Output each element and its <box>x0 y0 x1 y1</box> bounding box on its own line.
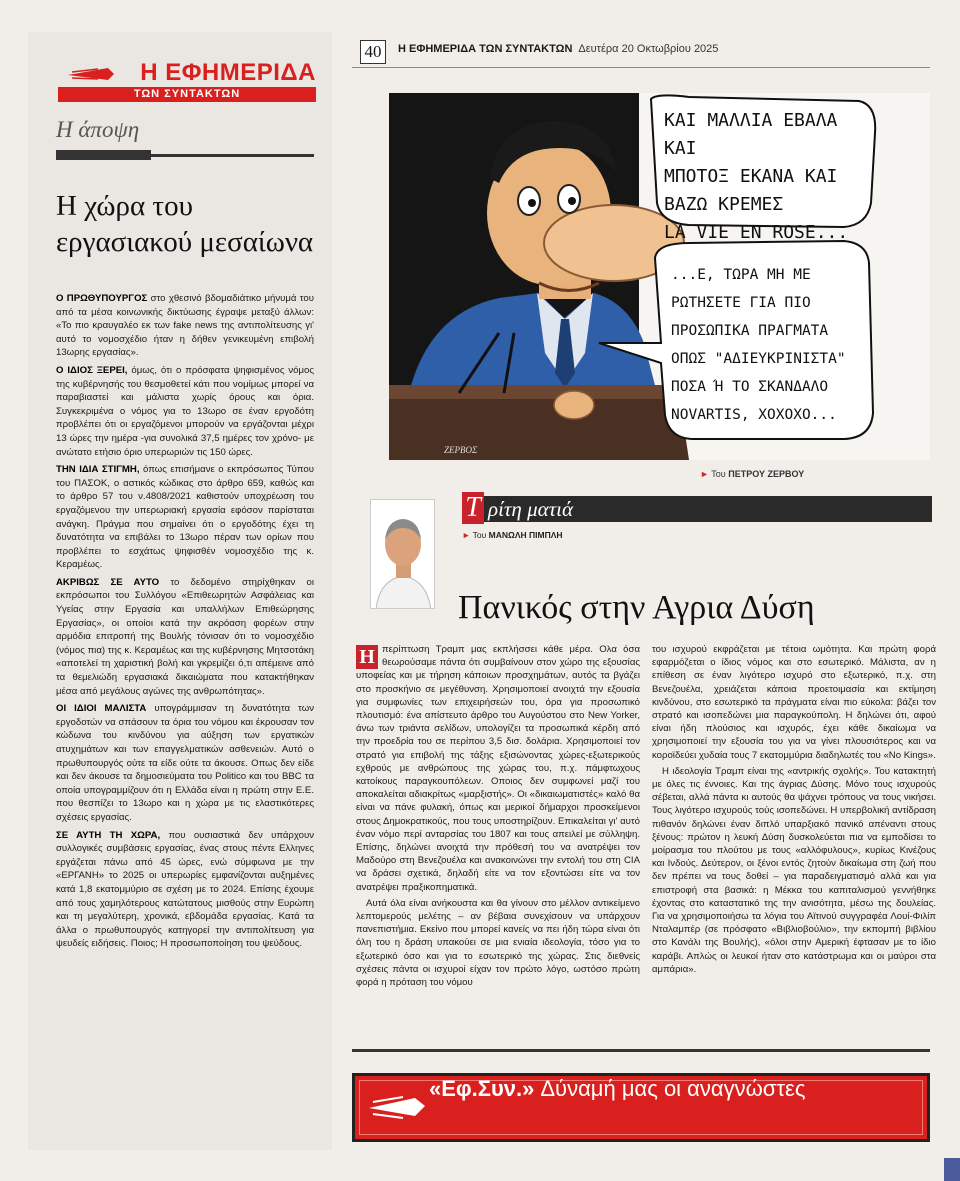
opinion-paragraph: ΟΙ ΙΔΙΟΙ ΜΑΛΙΣΤΑ υπογράμμισαν τη δυνατότητα των εργοδοτών να σπάσουν τα όρια του νόμου και έκρουσαν τον κώδωνα του κινδύνου για αύξηση των εργατικών ατυχημάτων και των επαγγελματικών ασθενειών. Αυτό ο πρωθυπουργός ούτε τα είδε ούτε τα άκουσε. Οπως δεν είδε και δεν άκουσε τα δημοσιεύματα του Politico και του BBC τα οποία υπογραμμίζουν ότι η Ελλάδα είναι η πρώτη στην Ε.Ε. που θεσπίζει το 13ωρο και η χώρα με τις ελαστικότερες σχέσεις εργασίας. <box>56 703 314 823</box>
author-photo <box>370 499 435 609</box>
promo-banner <box>352 1073 930 1142</box>
column-text-left <box>356 643 640 992</box>
opinion-paragraph: Ο ΠΡΩΘΥΠΟΥΡΓΟΣ στο χθεσινό βδομαδιάτικο μήνυμά του από τα μέσα κοινωνικής δικτύωσης έγραψε μεταξύ άλλων: «Το πιο κραυγαλέο εκ των fake news της αντιπολίτευσης γι' αυτό το νομοσχέδιο ήταν η δήθεν γενικευμένη επιβολή 13ωρης εργασίας». <box>56 293 314 359</box>
banner-swoosh-icon <box>369 1092 425 1122</box>
column-byline: ► Του ΜΑΝΩΛΗ ΠΙΜΠΛΗ <box>462 530 563 540</box>
opinion-paragraph: ΤΗΝ ΙΔΙΑ ΣΤΙΓΜΗ, όπως επισήμανε ο εκπρόσωπος Τύπου του ΠΑΣΟΚ, ο αστικός κώδικας στο άρθρο 659, καθώς και το άρθρο 57 του ν.4808/2021 καθιστούν υποχρέωση του εργαζόμενου την υπερωριακή εργασία εφόσον παρίσταται ανάγκη. Πράγμα που σημαίνει ότι ο εργοδότης έχει τη δυνατότητα να επιβάλει το 13ωρο πέραν των ορίων που προβλέπει το εσχάτως ψηφισθέν νομοσχέδιο της κ. Κεραμέως. <box>56 464 314 571</box>
opinion-paragraph: ΑΚΡΙΒΩΣ ΣΕ ΑΥΤΟ το δεδομένο στηρίχθηκαν οι εκπρόσωποι του Συλλόγου «Επιθεωρητών Ασφάλειας και Υγείας στην Εργασία και υπαλλήλων Επιθεώρησης Εργασίας», οι οποίοι κατά την ακρόαση φορέων στην αρμόδια επιτροπή της Βουλής τόνισαν ότι το νομοσχέδιο (νόμος πια) της κ. Κεραμέως και της κυβέρνησης Μητσοτάκη «αποτελεί τη χαριστική βολή και γκρεμίζει ό,τι απέμεινε από τα θεμελιώδη εργασιακά δικαιώματα που κατακτήθηκαν μέσα από μεγάλους αγώνες της ανθρωπότητας». <box>56 576 314 697</box>
column-label: ρίτη ματιά <box>488 497 574 521</box>
bottom-rule <box>352 1049 930 1052</box>
masthead-subtitle: ΤΩΝ ΣΥΝΤΑΚΤΩΝ <box>58 87 316 102</box>
cartoonist-signature: ΖΕΡΒΟΣ <box>444 445 478 455</box>
cartoon-bubble-bottom: ...Ε, ΤΩΡΑ ΜΗ ΜΕ ΡΩΤΗΣΕΤΕ ΓΙΑ ΠΙΟ ΠΡΟΣΩΠΙΚΑ ΠΡΑΓΜΑΤΑ ΟΠΩΣ "ΑΔΙΕΥΚΡΙΝΙΣΤΑ" ΠΟΣΑ Ή ΤΟ ΣΚΑΝΔΑΛΟ NOVARTIS, ΧΟΧΟΧΟ... <box>671 267 846 423</box>
newspaper-name: Η ΕΦΗΜΕΡΙΔΑ ΤΩΝ ΣΥΝΤΑΚΤΩΝ <box>398 43 573 55</box>
drop-cap: Η <box>356 645 378 669</box>
header-rule <box>352 67 930 68</box>
column-paragraph: Αυτά όλα είναι ανήκουστα και θα γίνουν στο μέλλον αντικείμενο λεπτομερούς μελέτης – αν βέβαια συνεχίσουν να υπάρχουν πανεπιστήμια. Εκείνο που μπορεί κανείς να πει ήδη τώρα είναι ότι όλη του η δράση υπακούει σε μια ενιαία ιδεολογία, τόσο για το εξωτερικό όσο και για το εσωτερικό της χώρας. Στις διεθνείς σχέσεις πάντα οι ισχυροί είχαν τον πρώτο λόγο, ωστόσο πρώτη φορά η πρόταση του νόμου <box>356 897 640 989</box>
column-paragraph: Η ιδεολογία Τραμπ είναι της «αντρικής σχολής». Του κατακτητή με όλες τις έννοιες. Και της άγριας Δύσης. Μόνο τους ισχυρούς σέβεται, αλλά πάντα κι αυτούς θα ψάχνει τρόπους να τους νικήσει. Τους λιγότερο ισχυρούς τούς ισοπεδώνει. Η υπερβολική αντίδραση πιθανόν δηλώνει έναν διπλό υπαρξιακό πανικό απέναντι στους ξένους: πρώτον η λευκή Δύση δυσκολεύεται πια να εμποδίσει το μοίρασμα του πλούτου με τους «αλλόφυλους», κυρίως Κινέζους και Ινδούς. Δεύτερον, οι ξένοι εντός ζητούν δικαίωμα στη ζωή που δεν πρέπει να τους δοθεί – για παραδειγματισμό αλλά και για επιστροφή στα βασικά: η Μέκκα του καπιταλισμού γεννήθηκε έχοντας στο καταστατικό της την ανισότητα, μέσω της δουλείας. Για να χρησιμοποιήσω τα λόγια του Αϊτινού συγγραφέα Λουί-Φιλίπ Νταλαμπέρ (σε πρόσφατο «Βιβλιοβούλιο», την εκπομπή βιβλίου στο Κανάλι της Βουλής), «όλοι στην Αμερική έφτασαν με το ίδιο καράβι. Απλώς οι λευκοί ήταν στο κατάστρωμα και οι μαύροι στα αμπάρια». <box>652 765 936 975</box>
page-header <box>398 43 718 55</box>
opinion-headline: Η χώρα του εργασιακού μεσαίωνα <box>56 190 314 258</box>
column-label-letter: Τ <box>462 492 484 524</box>
page-edge-tab <box>944 1158 960 1181</box>
section-title: Η άποψη <box>56 117 140 142</box>
column-headline: Πανικός στην Αγρια Δύση <box>458 589 815 626</box>
opinion-body <box>56 292 314 955</box>
banner-text: «Εφ.Συν.» Δύναμή μας οι αναγνώστες <box>429 1076 806 1101</box>
cartoon-bubble-top: ΚΑΙ ΜΑΛΛΙΑ ΕΒΑΛΑ ΚΑΙ ΜΠΟΤΟΞ ΕΚΑΝΑ ΚΑΙ ΒΑΖΩ ΚΡΕΜΕΣ LA VIE EN ROSE... <box>664 110 849 243</box>
column-text-right <box>652 643 936 979</box>
column-paragraph: του ισχυρού εκφράζεται με τέτοια ωμότητα. Και πρώτη φορά εφαρμόζεται ο ίδιος νόμος και στο εσωτερικό. Μάλιστα, αν η επίθεση σε έναν λιγότερο ισχυρό στο εξωτερικό, π.χ. στη Βενεζουέλα, χρειάζεται κάποια προετοιμασία και εκτίμηση κινδύνου, στο εσωτερικό τα πράγματα είναι πιο εύκολα: βάζει τον στρατό και ισοπεδώνει μια παραγκούπολη. Η δηλώνει ότι, αφού είναι ήδη πλούσιος και ισχυρός, έχει κάθε δικαίωμα να χρησιμοποιεί την εξουσία του για να γίνει πλουσιότερος και να κοροϊδεύει χυδαία τους 7 εκατομμύρια διαδηλωτές του «No Kings». <box>652 644 936 761</box>
page-number: 40 <box>360 40 386 64</box>
masthead-name: Η ΕΦΗΜΕΡΙΔΑ <box>140 59 316 86</box>
opinion-paragraph: ΣΕ ΑΥΤΗ ΤΗ ΧΩΡΑ, που ουσιαστικά δεν υπάρχουν συλλογικές συμβάσεις εργασίας, ένας στους πέντε Ελληνες εργάζεται πάνω από 45 ώρες, ενώ σύμφωνα με την «ΕΡΓΑΝΗ» το 2025 οι υπερωρίες εμφανίζονται αυξημένες κατά 1,8 εκατομμύριο σε σχέση με το 2024. Επίσης έχουμε από τους χαμηλότερους κατώτατους μισθούς στην Ευρώπη και τη μεγαλύτερη, χρονικά, εβδομάδα εργασίας. Κατά τα άλλα ο πρωθυπουργός κατηγορεί την αντιπολίτευση για ψευδείς ειδήσεις. Ποιος; Η προσωποποίηση του ψεύδους. <box>56 829 315 950</box>
author-portrait <box>371 500 435 609</box>
editorial-cartoon <box>389 93 930 460</box>
cartoon-credit: ► Του ΠΕΤΡΟΥ ΖΕΡΒΟΥ <box>700 469 805 479</box>
masthead-logo <box>58 58 316 104</box>
issue-date: Δευτέρα 20 Οκτωβρίου 2025 <box>578 43 719 55</box>
opinion-paragraph: Ο ΙΔΙΟΣ ΞΕΡΕΙ, όμως, ότι ο πρόσφατα ψηφισμένος νόμος της κυβέρνησής του θεσμοθετεί κάτι που νομίμως μπορεί να παραβιαστεί και μάλιστα χωρίς όρους και όρια. Συγκεκριμένα ο νόμος για το 13ωρο σε έναν εργοδότη προβλέπει ότι οι εργαζόμενοι μπορούν να εργάζονται μέχρι 13 ώρες την ημέρα -για συνολικά 37,5 ημέρες τον χρόνο- με ανώτατο ετήσιο όριο υπερωριών τις 150 ώρες. <box>56 364 314 458</box>
section-divider <box>56 154 314 157</box>
column-paragraph: Η περίπτωση Τραμπ μας εκπλήσσει κάθε μέρα. Ολα όσα θεωρούσαμε πάντα ότι συμβαίνουν στον χώρο της εξουσίας υποφείας και με τήρηση κάποιων προσχημάτων, αυτός τα βγάζει στο προσκήνιο σε μεγέθυνση. Χρησιμοποιεί ανοιχτά την εξουσία για συμφωνίες των επιχειρήσεών του, όρα για προσωπικό πλουτισμό: ένα απίστευτο άρθρο του Αυγούστου στο New Yorker, άνω των τριάντα σελίδων, υπολογίζει τα προσωπικά κέρδη από την προεδρία του σε περίπου 3,5 δισ. δολάρια. Χρησιμοποιεί τον στρατό για επιβολή της τάξης εξισώνοντας χώρες-εξωτερικούς εχθρούς με ανθρώπους της χώρας του, π.χ. πάμφτωχους κατοίκους παραγκουπόλεων. Οποιος δεν συμφωνεί μαζί του αποκαλείται αδιακρίτως «μαρξιστής». Οι «δικαιωματιστές» καλό θα είναι να πάνε φυλακή, όπως και μερικοί δήμαρχοι προσκείμενοι στους Δημοκρατικούς, που τους υποστηρίζουν. Επικαλείται γι' αυτό έναν νόμο περί ανταρσίας του 1807 και τους απειλεί με σύλληψη. Επίσης, δηλώνει ανοιχτά την πρόθεσή του να ανατρέψει τον Μαδούρο στη Βενεζουέλα και ανακοινώνει την εντολή του στη CIA να δράσει σχετικά, δηλαδή είτε να τον εξοντώσει είτε να τον ανατρέψει πραξικοπηματικά. <box>356 644 640 893</box>
